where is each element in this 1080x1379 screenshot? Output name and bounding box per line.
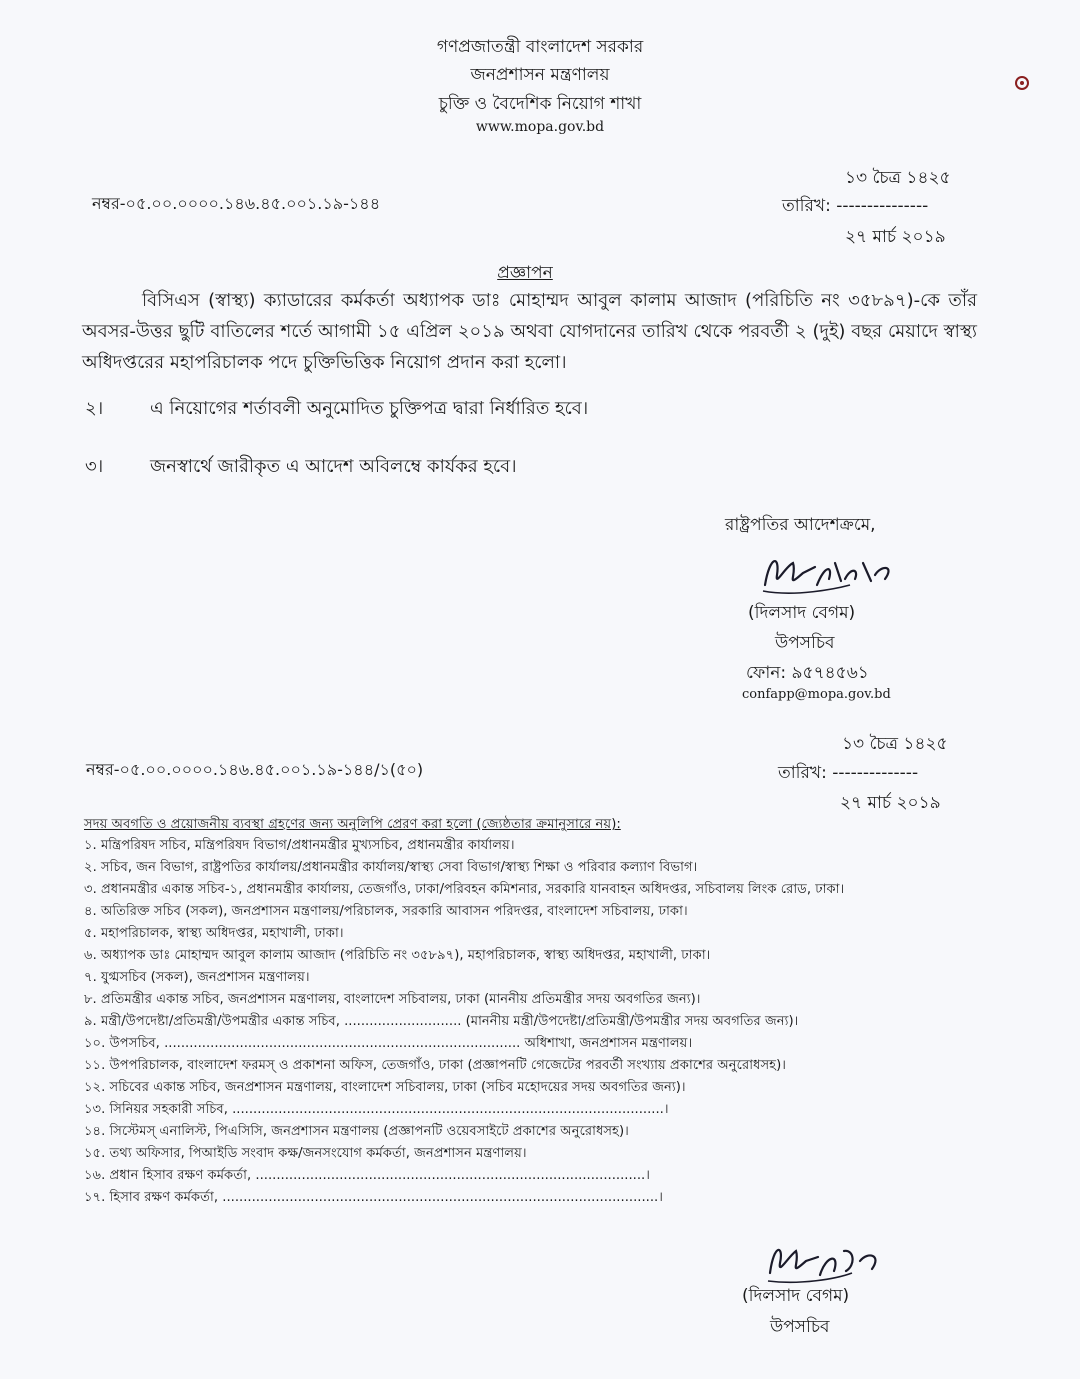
date-english-copy: ২৭ মার্চ ২০১৯ — [840, 793, 941, 813]
notification-paragraph: বিসিএস (স্বাস্থ্য) ক্যাডারের কর্মকর্তা অধ্যাপক ডাঃ মোহাম্মদ আবুল কালাম আজাদ (পরিচিতি নং ৩৫৮৯৭)-কে তাঁর অবসর-উত্তর ছুটি বাতিলের শর্তে আগামী ১৫ এপ্রিল ২০১৯ অথবা যোগদানের তারিখ থেকে পরবর্তী ২ (দুই) বছর মেয়াদে স্বাস্থ্য অধিদপ্তরের মহাপরিচালক পদে চুক্তিভিত্তিক নিয়োগ প্রদান করা হলো। — [82, 290, 977, 373]
ministry-name: জনপ্রশাসন মন্ত্রণালয় — [470, 65, 610, 85]
punch-hole-icon — [1015, 76, 1029, 90]
list-item: ১১. উপপরিচালক, বাংলাদেশ ফরমস্ ও প্রকাশনা অফিস, তেজগাঁও, ঢাকা (প্রজ্ঞাপনটি গেজেটের পরবর্তী সংখ্যায় প্রকাশের অনুরোধসহ)। — [84, 1058, 786, 1073]
signatory-name-2: (দিলসাদ বেগম) — [742, 1286, 850, 1306]
list-item: ৫. মহাপরিচালক, স্বাস্থ্য অধিদপ্তর, মহাখালী, ঢাকা। — [84, 926, 344, 941]
notification-title: প্রজ্ঞাপন — [497, 263, 553, 283]
date-english: ২৭ মার্চ ২০১৯ — [845, 227, 946, 247]
list-item: ৮. প্রতিমন্ত্রীর একান্ত সচিব, জনপ্রশাসন মন্ত্রণালয়, বাংলাদেশ সচিবালয়, ঢাকা (মাননীয় প্রতিমন্ত্রীর সদয় অবগতির জন্য)। — [84, 992, 701, 1007]
list-item: ১৭. হিসাব রক্ষণ কর্মকর্তা, ........................................................................................................। — [84, 1190, 663, 1205]
date-bangla: ১৩ চৈত্র ১৪২৫ — [845, 168, 951, 188]
list-item: ৭. যুগ্মসচিব (সকল), জনপ্রশাসন মন্ত্রণালয়। — [84, 970, 310, 985]
by-order-text: রাষ্ট্রপতির আদেশক্রমে, — [725, 515, 876, 535]
list-item: ১৩. সিনিয়র সহকারী সচিব, .......................................................................................................। — [84, 1102, 669, 1117]
list-item: ৯. মন্ত্রী/উপদেষ্টা/প্রতিমন্ত্রী/উপমন্ত্রীর একান্ত সচিব, ............................ (মাননীয় মন্ত্রী/উপদেষ্টা/প্রতিমন্ত্রী/উপমন্ত্রীর সদয় অবগতির জন্য)। — [84, 1014, 799, 1029]
memo-number-copy: নম্বর-০৫.০০.০০০০.১৪৬.৪৫.০০১.১৯-১৪৪/১(৫০) — [86, 760, 424, 779]
date-label-copy: তারিখ: -------------- — [778, 763, 919, 783]
list-item: ৬. অধ্যাপক ডাঃ মোহাম্মদ আবুল কালাম আজাদ (পরিচিতি নং ৩৫৮৯৭), মহাপরিচালক, স্বাস্থ্য অধিদপ্তর, মহাখালী, ঢাকা। — [84, 948, 711, 963]
signatory-designation-2: উপসচিব — [770, 1317, 830, 1337]
signature-1 — [755, 545, 905, 600]
item-number: ৩। — [85, 456, 104, 477]
email-address[interactable]: confapp@mopa.gov.bd — [742, 687, 891, 702]
govt-title: গণপ্রজাতন্ত্রী বাংলাদেশ সরকার — [436, 37, 644, 57]
list-item: ১৬. প্রধান হিসাব রক্ষণ কর্মকর্তা, .............................................................................................। — [84, 1168, 650, 1183]
phone-number: ফোন: ৯৫৭৪৫৬১ — [746, 663, 869, 683]
list-item: ৪. অতিরিক্ত সচিব (সকল), জনপ্রশাসন মন্ত্রণালয়/পরিচালক, সরকারি আবাসন পরিদপ্তর, বাংলাদেশ সচিবালয়, ঢাকা। — [84, 904, 688, 919]
signature-2 — [760, 1235, 900, 1290]
date-bangla-copy: ১৩ চৈত্র ১৪২৫ — [842, 734, 948, 754]
section-name: চুক্তি ও বৈদেশিক নিয়োগ শাখা — [438, 94, 642, 114]
list-item: ১৪. সিস্টেমস্ এনালিস্ট, পিএসিসি, জনপ্রশাসন মন্ত্রণালয় (প্রজ্ঞাপনটি ওয়েবসাইটে প্রকাশের অনুরোধসহ)। — [84, 1124, 629, 1139]
distribution-intro: সদয় অবগতি ও প্রয়োজনীয় ব্যবস্থা গ্রহণের জন্য অনুলিপি প্রেরণ করা হলো (জ্যেষ্ঠতার ক্রমানুসারে নয়): — [84, 817, 621, 832]
signatory-name: (দিলসাদ বেগম) — [748, 603, 856, 623]
item-text: জনস্বার্থে জারীকৃত এ আদেশ অবিলম্বে কার্যকর হবে। — [150, 456, 517, 477]
list-item: ৩. প্রধানমন্ত্রীর একান্ত সচিব-১, প্রধানমন্ত্রীর কার্যালয়, তেজগাঁও, ঢাকা/পরিবহন কমিশনার, সরকারি যানবাহন অধিদপ্তর, সচিবালয় লিংক রোড, ঢাকা। — [84, 882, 845, 897]
list-item: ১০. উপসচিব, ..................................................................................... অধিশাখা, জনপ্রশাসন মন্ত্রণালয়। — [84, 1036, 693, 1051]
memo-number: নম্বর-০৫.০০.০০০০.১৪৬.৪৫.০০১.১৯-১৪৪ — [92, 194, 381, 213]
list-item: ১. মন্ত্রিপরিষদ সচিব, মন্ত্রিপরিষদ বিভাগ/প্রধানমন্ত্রীর মুখ্যসচিব, প্রধানমন্ত্রীর কার্যালয়। — [84, 838, 515, 853]
list-item: ১২. সচিবের একান্ত সচিব, জনপ্রশাসন মন্ত্রণালয়, বাংলাদেশ সচিবালয়, ঢাকা (সচিব মহোদয়ের সদয় অবগতির জন্য)। — [84, 1080, 686, 1095]
list-item: ২. সচিব, জন বিভাগ, রাষ্ট্রপতির কার্যালয়/প্রধানমন্ত্রীর কার্যালয়/স্বাস্থ্য সেবা বিভাগ/স্বাস্থ্য শিক্ষা ও পরিবার কল্যাণ বিভাগ। — [84, 860, 698, 875]
list-item: ১৫. তথ্য অফিসার, পিআইডি সংবাদ কক্ষ/জনসংযোগ কর্মকর্তা, জনপ্রশাসন মন্ত্রণালয়। — [84, 1146, 527, 1161]
item-text: এ নিয়োগের শর্তাবলী অনুমোদিত চুক্তিপত্র দ্বারা নির্ধারিত হবে। — [150, 398, 589, 419]
date-label: তারিখ: --------------- — [782, 196, 929, 216]
signatory-designation: উপসচিব — [775, 633, 835, 653]
item-number: ২। — [85, 398, 104, 419]
website-link[interactable]: www.mopa.gov.bd — [475, 119, 605, 135]
